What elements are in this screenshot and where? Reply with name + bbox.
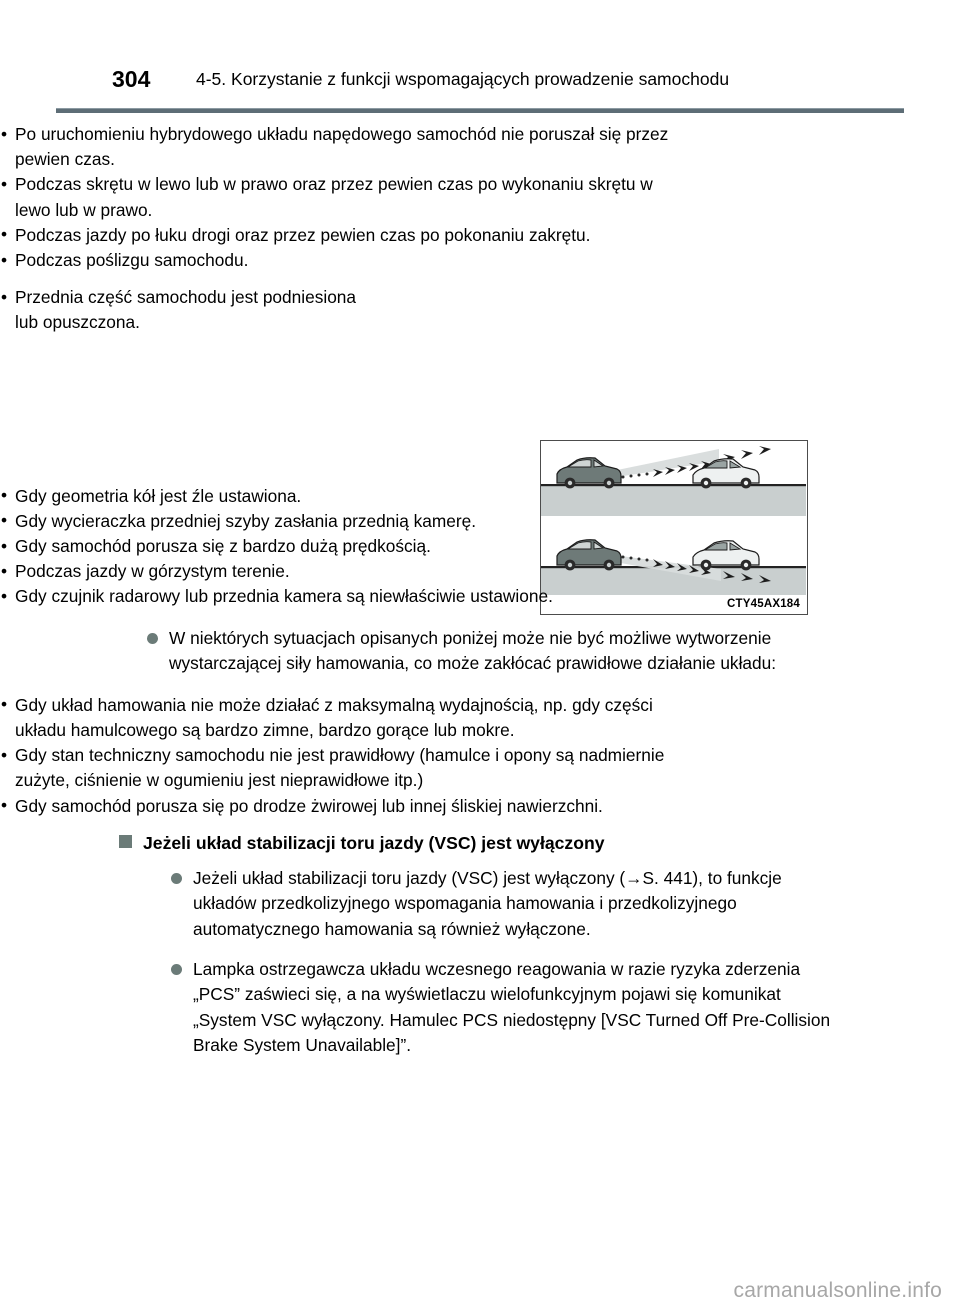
- list-item: • Podczas jazdy po łuku drogi oraz przez pewien czas po pokonaniu zakrętu.: [0, 223, 680, 248]
- page-number: 304: [112, 66, 151, 92]
- circle-bullet-icon: [171, 964, 182, 975]
- square-bullet-icon: [119, 835, 132, 848]
- note-brake-force: W niektórych sytuacjach opisanych poniżej może nie być możliwe wytworzenie wystarczającej siły hamowania, co może zakłócać prawidłowe działanie układu:: [147, 626, 844, 677]
- list-item: • Gdy wycieraczka przedniej szyby zasłania przednią kamerę.: [0, 509, 680, 534]
- list-item: • Gdy samochód porusza się z bardzo dużą prędkością.: [0, 534, 680, 559]
- list-item: • Po uruchomieniu hybrydowego układu napędowego samochód nie poruszał się przez pewien czas.: [0, 122, 680, 172]
- note-pcs-warning-lamp: Lampka ostrzegawcza układu wczesnego reagowania w razie ryzyka zderzenia „PCS” zaświeci się, a na wyświetlaczu wielofunkcyjnym pojawi się komunikat „System VSC wyłączony. Hamulec PCS niedostępny [VSC Turned Off Pre-Collision Brake System Unavailable]”.: [171, 957, 843, 1059]
- list-item: • Gdy geometria kół jest źle ustawiona.: [0, 484, 680, 509]
- circle-bullet-icon: [171, 873, 182, 884]
- list-item: • Gdy czujnik radarowy lub przednia kamera są niewłaściwie ustawione.: [0, 584, 680, 609]
- bullet-list-conditions-3: [0, 484, 680, 610]
- list-item: • Przednia część samochodu jest podniesiona lub opuszczona.: [0, 285, 372, 335]
- note-vsc-off: Jeżeli układ stabilizacji toru jazdy (VSC) jest wyłączony (→S. 441), to funkcje układów przedkolizyjnego wspomagania hamowania i przedkolizyjnego automatycznego hamowania są również wyłączone.: [171, 866, 843, 943]
- header-divider: [56, 108, 904, 113]
- list-item: • Gdy samochód porusza się po drodze żwirowej lub innej śliskiej nawierzchni.: [0, 794, 680, 819]
- list-item: • Gdy układ hamowania nie może działać z maksymalną wydajnością, np. gdy części układu hamulcowego są bardzo zimne, bardzo gorące lub mokre.: [0, 693, 680, 743]
- bullet-list-conditions-4: [0, 693, 680, 819]
- page-content: [0, 122, 960, 1059]
- list-item: • Podczas jazdy w górzystym terenie.: [0, 559, 680, 584]
- car-light-bottom: [693, 541, 759, 571]
- page-title: 4-5. Korzystanie z funkcji wspomagających prowadzenie samochodu: [196, 69, 730, 89]
- bullet-list-conditions-1: [0, 122, 680, 273]
- figure-code: CTY45AX184: [727, 598, 800, 611]
- bullet-list-conditions-2: [0, 285, 372, 335]
- page-header: [0, 66, 960, 100]
- list-item: • Podczas poślizgu samochodu.: [0, 248, 680, 273]
- list-item: • Gdy stan techniczny samochodu nie jest prawidłowy (hamulce i opony są nadmiernie zużyte, ciśnienie w ogumieniu jest nieprawidłowe itp.): [0, 743, 680, 793]
- list-item: • Podczas skrętu w lewo lub w prawo oraz przez pewien czas po wykonaniu skrętu w lewo lub w prawo.: [0, 172, 680, 222]
- section-heading-vsc: Jeżeli układ stabilizacji toru jazdy (VSC) jest wyłączony: [119, 831, 960, 856]
- circle-bullet-icon: [147, 633, 158, 644]
- site-watermark: carmanualsonline.info: [733, 1279, 942, 1302]
